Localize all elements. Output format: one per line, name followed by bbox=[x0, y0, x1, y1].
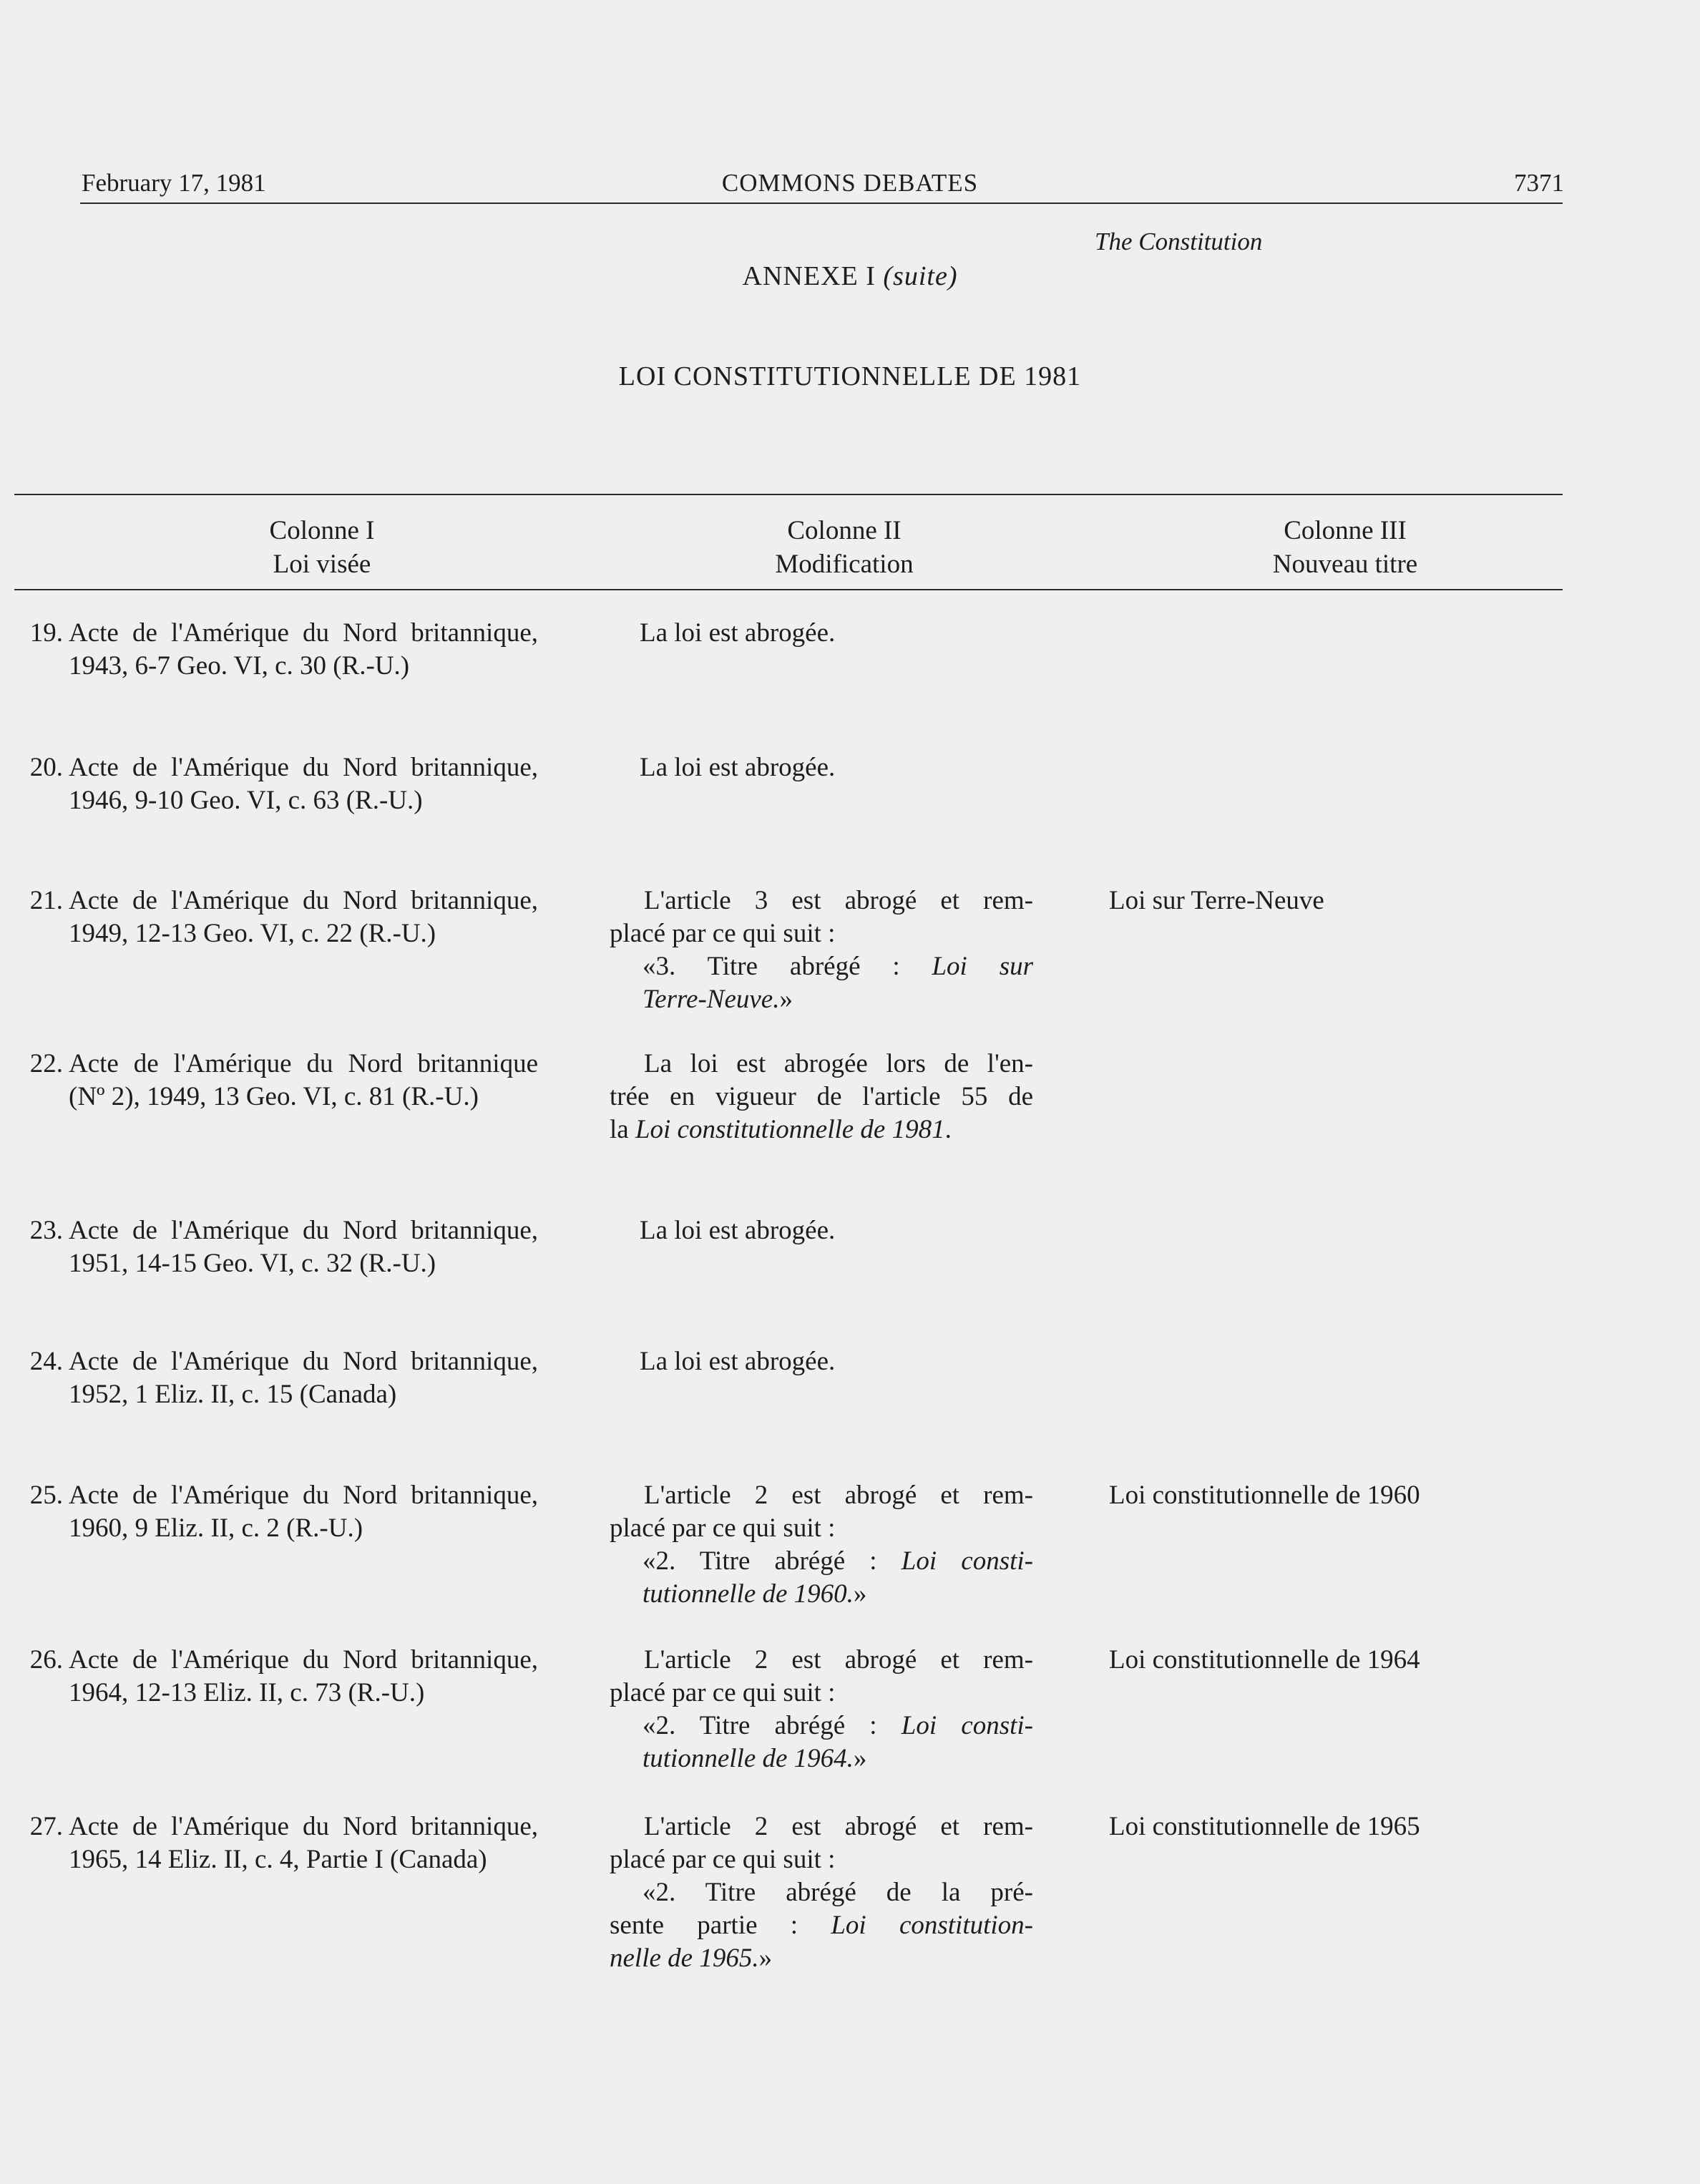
act-cell: Acte de l'Amérique du Nord britannique, 1960, 9 Eliz. II, c. 2 (R.-U.) bbox=[69, 1481, 538, 1543]
act-title: LOI CONSTITUTIONNELLE DE 1981 bbox=[618, 361, 1082, 391]
modification-text: «3. Titre abrégé : bbox=[643, 952, 932, 981]
modification-line bbox=[610, 1545, 1033, 1578]
act-cell: Acte de l'Amérique du Nord britannique, 1943, 6-7 Geo. VI, c. 30 (R.-U.) bbox=[69, 618, 538, 681]
modification-cell bbox=[610, 1810, 1033, 1975]
act-cell: Acte de l'Amérique du Nord britannique, 1964, 12-13 Eliz. II, c. 73 (R.-U.) bbox=[69, 1645, 538, 1707]
modification-italic: Loi constitutionnelle de 1981 bbox=[635, 1115, 945, 1144]
column-header-1 bbox=[179, 514, 465, 582]
modification-line bbox=[610, 950, 1033, 983]
modification-italic: nelle de 1965. bbox=[610, 1944, 759, 1973]
modification-text: » bbox=[779, 985, 793, 1014]
table-top-rule bbox=[14, 494, 1563, 495]
modification-line bbox=[610, 1942, 1033, 1975]
modification-line: trée en vigueur de l'article 55 de bbox=[610, 1082, 1033, 1111]
modification-text: . bbox=[944, 1115, 952, 1144]
act-cell: Acte de l'Amérique du Nord britannique, 1951, 14-15 Geo. VI, c. 32 (R.-U.) bbox=[69, 1216, 538, 1278]
modification-italic: Loi consti- bbox=[901, 1711, 1034, 1740]
section-label: The Constitution bbox=[1095, 228, 1263, 255]
modification-italic: Loi consti- bbox=[901, 1546, 1034, 1576]
modification-text: sente partie : bbox=[610, 1911, 831, 1940]
modification-cell bbox=[610, 1345, 1033, 1378]
header-date: February 17, 1981 bbox=[82, 169, 266, 197]
modification-line bbox=[610, 1710, 1033, 1742]
new-title-cell: Loi constitutionnelle de 1965 bbox=[1109, 1812, 1420, 1841]
modification-italic: Loi constitution- bbox=[831, 1911, 1033, 1940]
modification-line: placé par ce qui suit : bbox=[610, 1845, 836, 1874]
modification-cell bbox=[610, 1048, 1033, 1146]
column-header-3-line1: Colonne III bbox=[1284, 516, 1407, 545]
modification-cell bbox=[610, 617, 1033, 650]
modification-italic: Loi sur bbox=[932, 952, 1033, 981]
act-cell: Acte de l'Amérique du Nord britannique, 1949, 12-13 Geo. VI, c. 22 (R.-U.) bbox=[69, 886, 538, 948]
modification-line: L'article 2 est abrogé et rem- bbox=[644, 1645, 1033, 1674]
modification-text: «2. Titre abrégé : bbox=[643, 1711, 902, 1740]
modification-line: La loi est abrogée. bbox=[640, 1216, 836, 1245]
modification-line: placé par ce qui suit : bbox=[610, 919, 836, 948]
modification-line bbox=[610, 1578, 1033, 1611]
header-title: COMMONS DEBATES bbox=[721, 169, 979, 197]
table-header-rule bbox=[14, 589, 1563, 590]
modification-text: la bbox=[610, 1115, 635, 1144]
modification-text: » bbox=[853, 1579, 867, 1609]
modification-italic: tutionnelle de 1964. bbox=[643, 1744, 854, 1773]
modification-line bbox=[610, 1909, 1033, 1942]
annex-title bbox=[0, 260, 1700, 292]
modification-line: La loi est abrogée lors de l'en- bbox=[644, 1049, 1033, 1078]
modification-line: La loi est abrogée. bbox=[640, 753, 836, 782]
modification-line: placé par ce qui suit : bbox=[610, 1678, 836, 1707]
modification-line: La loi est abrogée. bbox=[640, 1347, 836, 1376]
modification-text: «2. Titre abrégé : bbox=[643, 1546, 902, 1576]
new-title-cell: Loi constitutionnelle de 1960 bbox=[1109, 1481, 1420, 1510]
column-header-2 bbox=[701, 514, 987, 582]
column-header-3-line2: Nouveau titre bbox=[1272, 550, 1418, 580]
item-number: 25. bbox=[29, 1481, 63, 1510]
modification-line: L'article 2 est abrogé et rem- bbox=[644, 1481, 1033, 1510]
modification-line bbox=[610, 983, 1033, 1016]
item-number: 21. bbox=[29, 886, 63, 915]
modification-line: L'article 3 est abrogé et rem- bbox=[644, 886, 1033, 915]
item-number: 27. bbox=[29, 1812, 63, 1841]
modification-line: placé par ce qui suit : bbox=[610, 1513, 836, 1543]
item-number: 20. bbox=[29, 753, 63, 782]
item-number: 24. bbox=[29, 1347, 63, 1376]
modification-line: «2. Titre abrégé de la pré- bbox=[643, 1878, 1033, 1907]
act-cell: Acte de l'Amérique du Nord britannique (Nº 2), 1949, 13 Geo. VI, c. 81 (R.-U.) bbox=[69, 1049, 538, 1111]
new-title-cell: Loi constitutionnelle de 1964 bbox=[1109, 1645, 1420, 1674]
modification-cell bbox=[610, 884, 1033, 1016]
modification-italic: tutionnelle de 1960. bbox=[643, 1579, 854, 1609]
act-cell: Acte de l'Amérique du Nord britannique, 1952, 1 Eliz. II, c. 15 (Canada) bbox=[69, 1347, 538, 1409]
modification-cell bbox=[610, 751, 1033, 784]
page-number: 7371 bbox=[1514, 169, 1564, 197]
modification-line: La loi est abrogée. bbox=[640, 618, 836, 648]
item-number: 23. bbox=[29, 1216, 63, 1245]
column-header-1-line1: Colonne I bbox=[269, 516, 375, 545]
modification-cell bbox=[610, 1479, 1033, 1611]
item-number: 26. bbox=[29, 1645, 63, 1674]
modification-text: » bbox=[853, 1744, 867, 1773]
modification-line bbox=[610, 1113, 1033, 1146]
modification-cell bbox=[610, 1214, 1033, 1247]
annex-title-suite: (suite) bbox=[883, 261, 958, 291]
act-cell: Acte de l'Amérique du Nord britannique, 1965, 14 Eliz. II, c. 4, Partie I (Canada) bbox=[69, 1812, 538, 1874]
act-cell: Acte de l'Amérique du Nord britannique, 1946, 9-10 Geo. VI, c. 63 (R.-U.) bbox=[69, 753, 538, 815]
item-number: 22. bbox=[29, 1049, 63, 1078]
item-number: 19. bbox=[29, 618, 63, 648]
column-header-2-line1: Colonne II bbox=[787, 516, 902, 545]
annex-title-text: ANNEXE I bbox=[742, 261, 876, 291]
new-title-cell: Loi sur Terre-Neuve bbox=[1109, 886, 1324, 915]
column-header-2-line2: Modification bbox=[775, 550, 914, 580]
header-rule bbox=[80, 203, 1563, 204]
column-header-1-line2: Loi visée bbox=[273, 550, 371, 580]
modification-line: L'article 2 est abrogé et rem- bbox=[644, 1812, 1033, 1841]
modification-line bbox=[610, 1742, 1033, 1775]
modification-italic: Terre-Neuve. bbox=[643, 985, 780, 1014]
modification-text: » bbox=[758, 1944, 773, 1973]
column-header-3 bbox=[1202, 514, 1488, 582]
modification-cell bbox=[610, 1644, 1033, 1775]
